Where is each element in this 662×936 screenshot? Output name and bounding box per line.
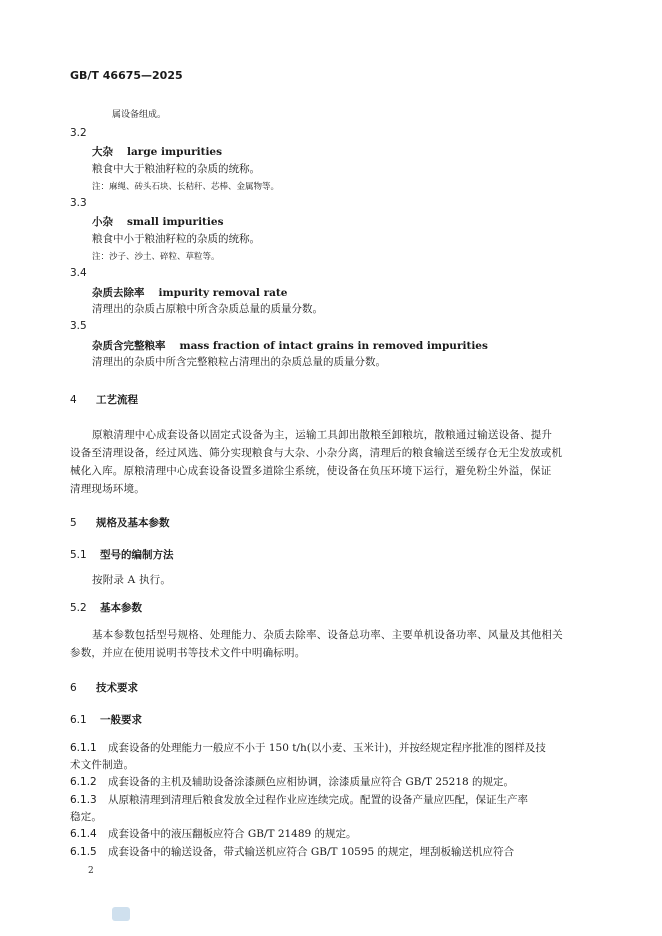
subsection-title: 一般要求 (100, 714, 142, 726)
term-cn: 杂质含完整粮率 (92, 340, 166, 352)
term-note: 注：麻绳、砖头石块、长秸秆、芯棒、金属物等。 (92, 182, 280, 192)
term-cn: 杂质去除率 (92, 287, 145, 299)
term-definition: 粮食中小于粮油籽粒的杂质的统称。 (92, 233, 260, 245)
continuation-text: 属设备组成。 (112, 110, 167, 120)
paragraph-line: 清理现场环境。 (70, 483, 145, 495)
paragraph-line: 原粮清理中心成套设备以固定式设备为主，运输工具卸出散粮至卸粮坑，散粮通过输送设备、提升 (92, 429, 553, 441)
subsection-number: 5.2 (70, 602, 87, 614)
page-number: 2 (88, 866, 94, 876)
clause-number: 6.1.3 (70, 794, 97, 806)
paragraph-line: 基本参数包括型号规格、处理能力、杂质去除率、设备总功率、主要单机设备功率、风量及其他相关 (92, 629, 563, 641)
paragraph-line: 设备至清理设备，经过风选、筛分实现粮食与大杂、小杂分离，清理后的粮食输送至缓存仓无尘发放或机 (70, 447, 563, 459)
term-heading (92, 338, 488, 353)
clause-item (70, 792, 528, 807)
standard-id: GB/T 46675—2025 (70, 69, 183, 82)
term-definition: 清理出的杂质占原粮中所含杂质总量的质量分数。 (92, 303, 323, 315)
clause-number: 6.1.4 (70, 828, 97, 840)
clause-number: 6.1.5 (70, 846, 97, 858)
term-cn: 大杂 (92, 146, 113, 158)
term-en: impurity removal rate (158, 287, 288, 299)
section-heading (70, 680, 138, 695)
term-number: 3.5 (70, 320, 87, 332)
term-en: large impurities (127, 146, 223, 158)
clause-item (70, 740, 546, 755)
term-number: 3.4 (70, 267, 87, 279)
clause-text: 从原粮清理到清理后粮食发放全过程作业应连续完成。配置的设备产量应匹配，保证生产率 (108, 794, 528, 806)
clause-text: 成套设备的处理能力一般应不小于 150 t/h(以小麦、玉米计)，并按经规定程序批准的图样及技 (108, 742, 546, 754)
section-heading (70, 515, 170, 530)
clause-text: 成套设备的主机及辅助设备涂漆颜色应相协调，涂漆质量应符合 GB/T 25218 的规定。 (108, 776, 515, 788)
term-cn: 小杂 (92, 216, 113, 228)
subsection-heading (70, 600, 142, 615)
term-en: small impurities (127, 216, 224, 228)
paragraph-line: 参数，并应在使用说明书等技术文件中明确标明。 (70, 647, 306, 659)
term-en: mass fraction of intact grains in removed impurities (179, 340, 488, 352)
term-heading (92, 144, 222, 159)
section-number: 6 (70, 682, 77, 694)
subsection-heading (70, 547, 174, 562)
clause-text-cont: 稳定。 (70, 811, 103, 823)
clause-number: 6.1.2 (70, 776, 97, 788)
section-heading (70, 392, 138, 407)
term-number: 3.3 (70, 197, 87, 209)
paragraph-line: 按附录 A 执行。 (92, 574, 172, 586)
clause-item (70, 844, 514, 859)
clause-text: 成套设备中的输送设备，带式输送机应符合 GB/T 10595 的规定，埋刮板输送机应符合 (108, 846, 515, 858)
paragraph-line: 械化入库。原粮清理中心成套设备设置多道除尘系统，使设备在负压环境下运行，避免粉尘外溢，保证 (70, 465, 552, 477)
section-title: 技术要求 (96, 682, 138, 694)
clause-number: 6.1.1 (70, 742, 97, 754)
clause-text-cont: 术文件制造。 (70, 759, 135, 771)
clause-item (70, 774, 514, 789)
clause-text: 成套设备中的液压翻板应符合 GB/T 21489 的规定。 (108, 828, 357, 840)
subsection-heading (70, 712, 142, 727)
term-heading (92, 214, 223, 229)
term-definition: 清理出的杂质中所含完整粮粒占清理出的杂质总量的质量分数。 (92, 356, 386, 368)
subsection-number: 6.1 (70, 714, 87, 726)
section-number: 4 (70, 394, 77, 406)
watermark-logo-icon (112, 907, 130, 921)
section-title: 规格及基本参数 (96, 517, 170, 529)
clause-item (70, 826, 357, 841)
subsection-number: 5.1 (70, 549, 87, 561)
term-number: 3.2 (70, 127, 87, 139)
term-heading (92, 285, 287, 300)
term-definition: 粮食中大于粮油籽粒的杂质的统称。 (92, 163, 260, 175)
section-title: 工艺流程 (96, 394, 138, 406)
subsection-title: 型号的编制方法 (100, 549, 174, 561)
section-number: 5 (70, 517, 77, 529)
subsection-title: 基本参数 (100, 602, 142, 614)
term-note: 注：沙子、沙土、碎粒、草粒等。 (92, 252, 220, 262)
